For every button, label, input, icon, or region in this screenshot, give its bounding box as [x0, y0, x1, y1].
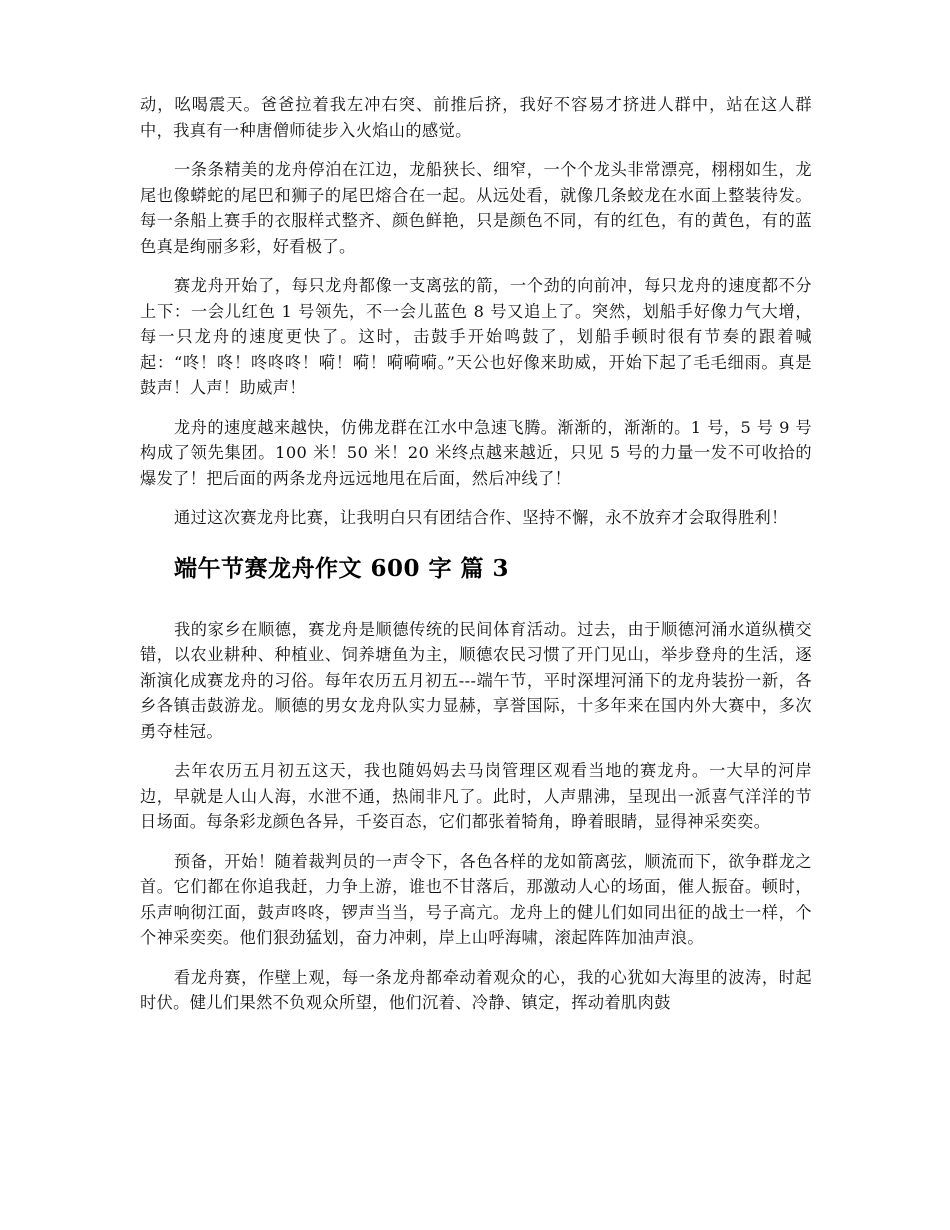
paragraph-festival-day: 去年农历五月初五这天，我也随妈妈去马岗管理区观看当地的赛龙舟。一大早的河岸边，早就是人山人海，水泄不通，热闹非凡了。此时，人声鼎沸，呈现出一派喜气洋洋的节日场面。每条彩龙颜色各异，千姿百态，它们都张着犄角，睁着眼睛，显得神采奕奕。 [140, 761, 812, 831]
document-body [140, 92, 812, 1030]
paragraph-dragon-boats-description: 一条条精美的龙舟停泊在江边，龙船狭长、细窄，一个个龙头非常漂亮，栩栩如生，龙尾也像蟒蛇的尾巴和狮子的尾巴熔合在一起。从远处看，就像几条蛟龙在水面上整装待发。每一条船上赛手的衣服样式整齐、颜色鲜艳，只是颜色不同，有的红色，有的黄色，有的蓝色真是绚丽多彩，好看极了。 [140, 160, 812, 256]
paragraph-race-finish: 龙舟的速度越来越快，仿佛龙群在江水中急速飞腾。渐渐的，渐渐的。1 号，5 号 9 号构成了领先集团。100 米！50 米！20 米终点越来越近，只见 5 号的力量一发不可收拾的爆发了！把后面的两条龙舟远远地甩在后面，然后冲线了！ [140, 417, 812, 488]
paragraph-race-begins: 预备，开始！随着裁判员的一声令下，各色各样的龙如箭离弦，顺流而下，欲争群龙之首。它们都在你追我赶，力争上游，谁也不甘落后，那激动人心的场面，催人振奋。顿时，乐声响彻江面，鼓声咚咚，锣声当当，号子高亢。龙舟上的健儿们如同出征的战士一样，个个神采奕奕。他们狠劲猛划，奋力冲刺，岸上山呼海啸，滚起阵阵加油声浪。 [140, 851, 812, 947]
paragraph-conclusion: 通过这次赛龙舟比赛，让我明白只有团结合作、坚持不懈，永不放弃才会取得胜利！ [174, 508, 788, 527]
paragraph-hometown: 我的家乡在顺德，赛龙舟是顺德传统的民间体育活动。过去，由于顺德河涌水道纵横交错，以农业耕种、种植业、饲养塘鱼为主，顺德农民习惯了开门见山，举步登舟的生活，逐渐演化成赛龙舟的习俗。每年农历五月初五---端午节，平时深埋河涌下的龙舟装扮一新，各乡各镇击鼓游龙。顺德的男女龙舟队实力显赫，享誉国际，十多年来在国内外大赛中，多次勇夺桂冠。 [140, 619, 812, 741]
paragraph-watching-race: 看龙舟赛，作壁上观，每一条龙舟都牵动着观众的心，我的心犹如大海里的波涛，时起时伏。健儿们果然不负观众所望，他们沉着、冷静、镇定，挥动着肌肉鼓 [140, 967, 812, 1012]
section-heading: 端午节赛龙舟作文 600 字 篇 3 [174, 554, 510, 582]
paragraph-continuation: 动，吆喝震天。爸爸拉着我左冲右突、前推后挤，我好不容易才挤进人群中，站在这人群中，我真有一种唐僧师徒步入火焰山的感觉。 [140, 95, 812, 140]
paragraph-race-start: 赛龙舟开始了，每只龙舟都像一支离弦的箭，一个劲的向前冲，每只龙舟的速度都不分上下：一会儿红色 1 号领先，不一会儿蓝色 8 号又追上了。突然，划船手好像力气大增，每一只龙舟的速度更快了。这时，击鼓手开始鸣鼓了，划船手顿时很有节奏的跟着喊起：“咚！咚！咚咚咚！嗬！嗬！嗬嗬嗬。”天公也好像来助威，开始下起了毛毛细雨。真是鼓声！人声！助威声！ [140, 276, 812, 397]
